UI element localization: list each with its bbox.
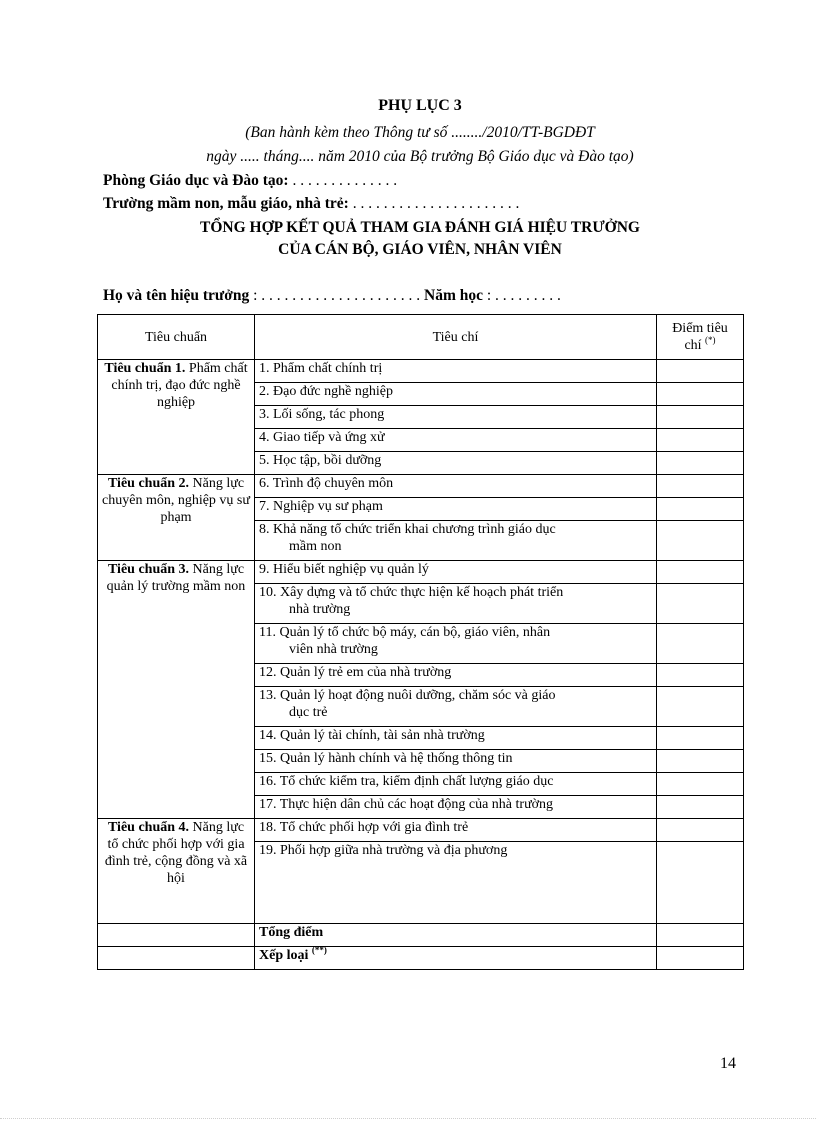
table-row [98, 819, 744, 842]
criterion-16: 16. Tổ chức kiểm tra, kiểm định chất lượng giáo dục [255, 773, 657, 796]
standard-2: Tiêu chuẩn 2. Năng lực chuyên môn, nghiệp vụ sư phạm [98, 475, 255, 561]
principal-label: Họ và tên hiệu trưởng [103, 287, 250, 304]
score-cell-13[interactable] [657, 687, 744, 727]
rank-row-blank [98, 947, 255, 970]
score-cell-19[interactable] [657, 842, 744, 924]
score-cell-18[interactable] [657, 819, 744, 842]
criterion-11: 11. Quản lý tổ chức bộ máy, cán bộ, giáo viên, nhân viên nhà trường [255, 624, 657, 664]
criterion-19: 19. Phối hợp giữa nhà trường và địa phương [255, 842, 657, 924]
rank-cell[interactable] [657, 947, 744, 970]
header-standard: Tiêu chuẩn [98, 315, 255, 360]
header-criteria: Tiêu chí [255, 315, 657, 360]
criterion-3: 3. Lối sống, tác phong [255, 406, 657, 429]
main-title-line-2: CỦA CÁN BỘ, GIÁO VIÊN, NHÂN VIÊN [278, 241, 562, 258]
standard-4: Tiêu chuẩn 4. Năng lực tổ chức phối hợp với gia đình trẻ, cộng đồng và xã hội [98, 819, 255, 924]
evaluation-table [97, 314, 744, 970]
criterion-10: 10. Xây dựng và tổ chức thực hiện kế hoạch phát triển nhà trường [255, 584, 657, 624]
score-cell-12[interactable] [657, 664, 744, 687]
issuance-note-line-2: ngày ..... tháng.... năm 2010 của Bộ trưởng Bộ Giáo dục và Đào tạo) [206, 148, 634, 165]
criterion-4: 4. Giao tiếp và ứng xử [255, 429, 657, 452]
criterion-18: 18. Tổ chức phối hợp với gia đình trẻ [255, 819, 657, 842]
criterion-6: 6. Trình độ chuyên môn [255, 475, 657, 498]
total-row-blank [98, 924, 255, 947]
page-bottom-edge [0, 1118, 816, 1119]
table-row [98, 475, 744, 498]
criterion-12: 12. Quản lý trẻ em của nhà trường [255, 664, 657, 687]
score-cell-14[interactable] [657, 727, 744, 750]
criterion-1: 1. Phẩm chất chính trị [255, 360, 657, 383]
page-number: 14 [720, 1055, 736, 1072]
score-cell-6[interactable] [657, 475, 744, 498]
criterion-13: 13. Quản lý hoạt động nuôi dưỡng, chăm sóc và giáo dục trẻ [255, 687, 657, 727]
score-cell-4[interactable] [657, 429, 744, 452]
principal-line [103, 287, 561, 305]
criterion-7: 7. Nghiệp vụ sư phạm [255, 498, 657, 521]
criterion-5: 5. Học tập, bồi dưỡng [255, 452, 657, 475]
score-cell-9[interactable] [657, 561, 744, 584]
total-label: Tổng điểm [255, 924, 657, 947]
table-row [98, 360, 744, 383]
criterion-14: 14. Quản lý tài chính, tài sản nhà trường [255, 727, 657, 750]
criterion-9: 9. Hiểu biết nghiệp vụ quản lý [255, 561, 657, 584]
criterion-17: 17. Thực hiện dân chủ các hoạt động của nhà trường [255, 796, 657, 819]
score-cell-2[interactable] [657, 383, 744, 406]
standard-1: Tiêu chuẩn 1. Phẩm chất chính trị, đạo đức nghề nghiệp [98, 360, 255, 475]
department-line [103, 172, 397, 190]
department-label: Phòng Giáo dục và Đào tạo: [103, 172, 289, 189]
header-score: Điểm tiêu chí (*) [657, 315, 744, 360]
score-cell-7[interactable] [657, 498, 744, 521]
score-cell-1[interactable] [657, 360, 744, 383]
criterion-15: 15. Quản lý hành chính và hệ thống thông tin [255, 750, 657, 773]
issuance-note-line-1: (Ban hành kèm theo Thông tư số ......../2010/TT-BGDĐT [245, 124, 595, 141]
main-title-line-1: TỔNG HỢP KẾT QUẢ THAM GIA ĐÁNH GIÁ HIỆU TRƯỞNG [200, 219, 640, 236]
score-cell-16[interactable] [657, 773, 744, 796]
score-cell-8[interactable] [657, 521, 744, 561]
school-year-value: : . . . . . . . . . [483, 287, 561, 304]
criterion-8: 8. Khả năng tổ chức triển khai chương trình giáo dục mầm non [255, 521, 657, 561]
score-cell-5[interactable] [657, 452, 744, 475]
score-cell-10[interactable] [657, 584, 744, 624]
school-line [103, 195, 519, 213]
school-year-label: Năm học [424, 287, 483, 304]
criterion-2: 2. Đạo đức nghề nghiệp [255, 383, 657, 406]
rank-row [98, 947, 744, 970]
school-value: . . . . . . . . . . . . . . . . . . . . . . [348, 195, 520, 212]
total-score-cell[interactable] [657, 924, 744, 947]
rank-label: Xếp loại (**) [255, 947, 657, 970]
score-cell-17[interactable] [657, 796, 744, 819]
standard-3: Tiêu chuẩn 3. Năng lực quản lý trường mầm non [98, 561, 255, 819]
table-row [98, 561, 744, 584]
total-row [98, 924, 744, 947]
score-cell-3[interactable] [657, 406, 744, 429]
score-cell-11[interactable] [657, 624, 744, 664]
school-label: Trường mầm non, mẫu giáo, nhà trẻ: [103, 195, 349, 212]
table-header-row [98, 315, 744, 360]
appendix-title: PHỤ LỤC 3 [378, 97, 462, 114]
score-cell-15[interactable] [657, 750, 744, 773]
principal-value: : . . . . . . . . . . . . . . . . . . . . . [249, 287, 425, 304]
department-value: . . . . . . . . . . . . . . [288, 172, 398, 189]
